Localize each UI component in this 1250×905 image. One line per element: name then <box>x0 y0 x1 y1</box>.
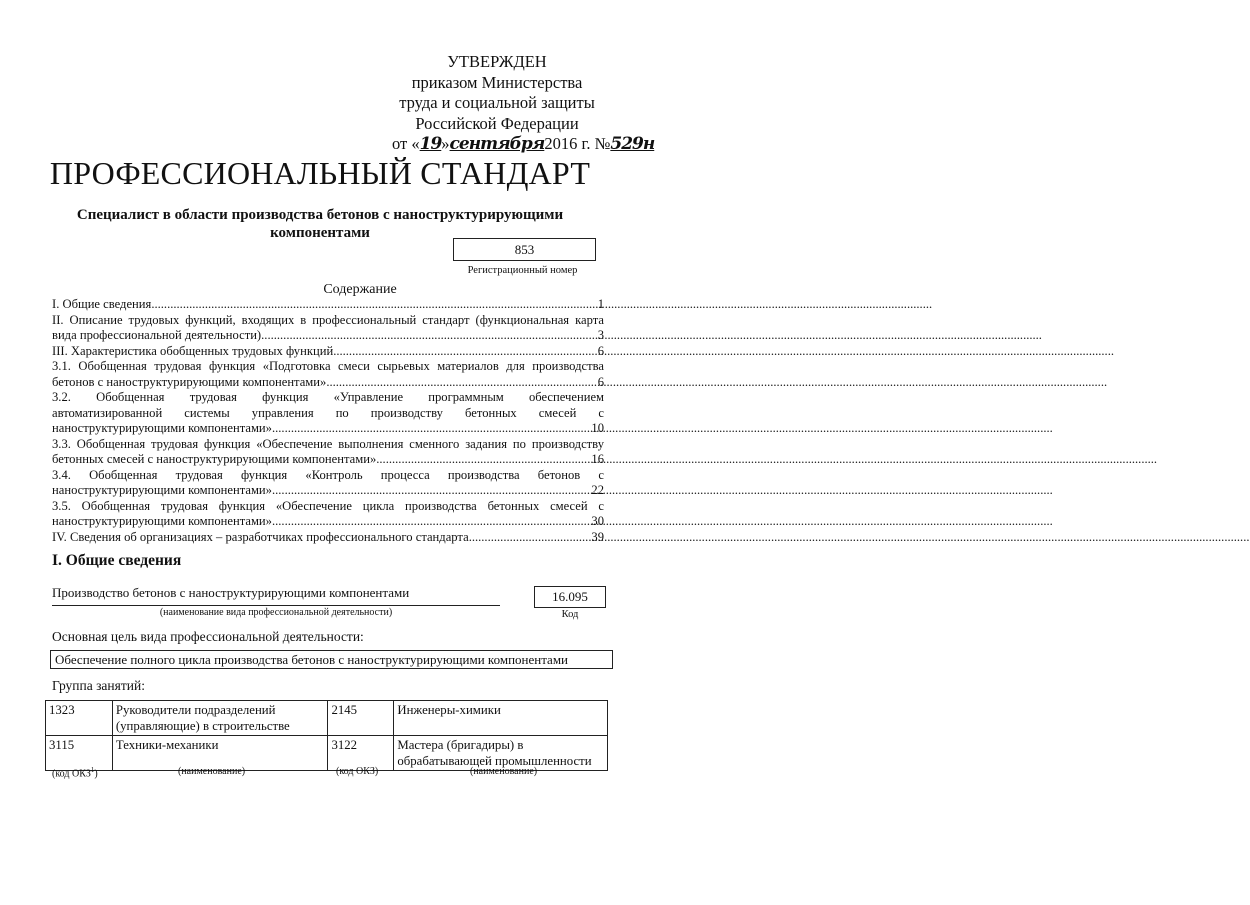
activity-underline <box>52 605 500 606</box>
toc-page-number: 22 <box>591 483 604 497</box>
toc-item-row <box>52 514 604 530</box>
approval-date-line <box>392 134 655 155</box>
toc-item-text: III. Характеристика обобщенных трудовых функций <box>52 343 334 358</box>
toc-page-number: 16 <box>591 452 604 466</box>
toc-item-text: наноструктурирующими компонентами» <box>52 483 272 497</box>
activity-code-box: 16.095 <box>534 586 606 608</box>
toc-leader-dots <box>272 483 590 499</box>
toc-item-text: 3.4. Обобщенная трудовая функция «Контроль процесса производства бетонов с <box>52 467 604 482</box>
goal-box: Обеспечение полного цикла производства бетонов с наноструктурирующими компонентами <box>50 650 613 669</box>
toc-leader-dots <box>272 514 590 530</box>
date-prefix: от « <box>392 134 420 153</box>
toc-item-text: 3.3. Обобщенная трудовая функция «Обеспечение выполнения сменного задания по производству <box>52 436 604 451</box>
okz-code: 1323 <box>46 701 113 736</box>
approval-line-1: приказом Министерства <box>411 72 583 92</box>
document-subtitle: Специалист в области производства бетонов с наноструктурирующими компонентами <box>76 207 564 241</box>
section-title: I. Общие сведения <box>52 552 182 569</box>
caption-okz-code-2: (код ОКЗ) <box>336 766 379 777</box>
registration-number-box: 853 <box>453 238 596 261</box>
caption-name-2: (наименование) <box>470 766 538 777</box>
toc-leader-dots <box>376 452 590 468</box>
caption-text: ) <box>94 768 98 780</box>
toc-item-text: наноструктурирующими компонентами» <box>52 514 272 528</box>
toc-item[interactable] <box>52 390 604 437</box>
okz-code: 2145 <box>328 701 394 736</box>
handwritten-order-number: 529н <box>610 134 655 154</box>
toc-item[interactable] <box>52 313 604 344</box>
toc-page-number: 30 <box>591 514 604 528</box>
activity-code-caption: Код <box>561 609 579 620</box>
toc-item-text: 3.1. Обобщенная трудовая функция «Подготовка смеси сырьевых материалов для производства <box>52 359 604 373</box>
toc-item-text: наноструктурирующими компонентами» <box>52 421 272 435</box>
handwritten-day: 19 <box>419 134 442 154</box>
occupation-name: Мастера (бригадиры) в обрабатывающей промышленности <box>394 736 608 771</box>
toc-item[interactable] <box>52 468 604 499</box>
toc-leader-dots <box>469 530 591 546</box>
caption-okz-code-1 <box>52 766 98 779</box>
table-row <box>46 701 608 736</box>
toc-item-text: 3.2. Обобщенная трудовая функция «Управление программным обеспечением <box>52 390 604 404</box>
footnote-mark: 1 <box>90 766 95 774</box>
toc-item[interactable] <box>52 359 604 390</box>
toc-item-row <box>52 344 604 360</box>
toc-page-number: 1 <box>597 297 604 311</box>
date-year: 2016 г. № <box>544 134 611 153</box>
approval-line-2: труда и социальной защиты <box>399 93 595 112</box>
occupation-name: Инженеры-химики <box>394 701 608 736</box>
toc-item-text: автоматизированной системы управления по производству бетонных смесей с <box>52 405 604 420</box>
toc-page-number: 6 <box>597 374 604 389</box>
document-title: ПРОФЕССИОНАЛЬНЫЙ СТАНДАРТ <box>49 155 591 191</box>
toc-item-text: I. Общие сведения <box>52 297 152 311</box>
activity-caption: (наименование вида профессиональной деятельности) <box>159 607 393 618</box>
toc-page-number: 39 <box>591 529 604 544</box>
toc-leader-dots <box>272 421 590 437</box>
caption-text: (код ОКЗ <box>52 768 91 780</box>
toc-item-row <box>52 452 604 468</box>
toc-item-text: IV. Сведения об организациях – разработчиках профессионального стандарта <box>52 529 469 544</box>
toc-item[interactable] <box>52 437 604 468</box>
okz-code: 3122 <box>328 736 394 771</box>
registration-number-label: Регистрационный номер <box>467 265 578 276</box>
toc-leader-dots <box>151 297 596 313</box>
approval-block <box>392 52 655 155</box>
date-mid: » <box>441 134 450 153</box>
toc-item-text: бетонных смесей с наноструктурирующими компонентами» <box>52 452 377 466</box>
handwritten-month: сентября <box>449 134 545 154</box>
toc-item-row <box>52 483 604 499</box>
toc-item-text: бетонов с наноструктурирующими компонентами» <box>52 374 327 389</box>
toc-item-row <box>52 297 604 313</box>
toc-item[interactable] <box>52 530 604 546</box>
toc-item-text: вида профессиональной деятельности) <box>52 328 262 342</box>
toc-item-text: II. Описание трудовых функций, входящих в профессиональный стандарт (функциональная карта <box>52 312 604 327</box>
toc-item-row <box>52 375 604 391</box>
toc-item-text: 3.5. Обобщенная трудовая функция «Обеспечение цикла производства бетонных смесей с <box>52 498 604 513</box>
toc-page-number: 3 <box>597 328 604 342</box>
toc-item-row <box>52 328 604 344</box>
toc-heading: Содержание <box>323 282 397 297</box>
toc-page-number: 6 <box>597 343 604 358</box>
toc-item-row <box>52 421 604 437</box>
toc-leader-dots <box>261 328 597 344</box>
table-of-contents <box>52 297 604 545</box>
okz-code: 3115 <box>46 736 113 771</box>
toc-page-number: 10 <box>591 421 604 435</box>
toc-item[interactable] <box>52 344 604 360</box>
occupation-table <box>45 700 608 771</box>
occupation-group-label: Группа занятий: <box>52 678 145 693</box>
approval-line-3: Российской Федерации <box>415 113 579 133</box>
caption-name-1: (наименование) <box>178 766 246 777</box>
occupation-name: Техники-механики <box>112 736 328 771</box>
goal-label: Основная цель вида профессиональной деятельности: <box>52 629 364 644</box>
toc-item-row <box>52 530 604 546</box>
toc-leader-dots <box>333 344 597 360</box>
toc-item[interactable] <box>52 499 604 530</box>
approval-title: УТВЕРЖДЕН <box>447 52 547 71</box>
toc-item[interactable] <box>52 297 604 313</box>
activity-name: Производство бетонов с наноструктурирующими компонентами <box>52 585 410 600</box>
toc-leader-dots <box>326 375 596 391</box>
occupation-name: Руководители подразделений (управляющие) в строительстве <box>112 701 328 736</box>
